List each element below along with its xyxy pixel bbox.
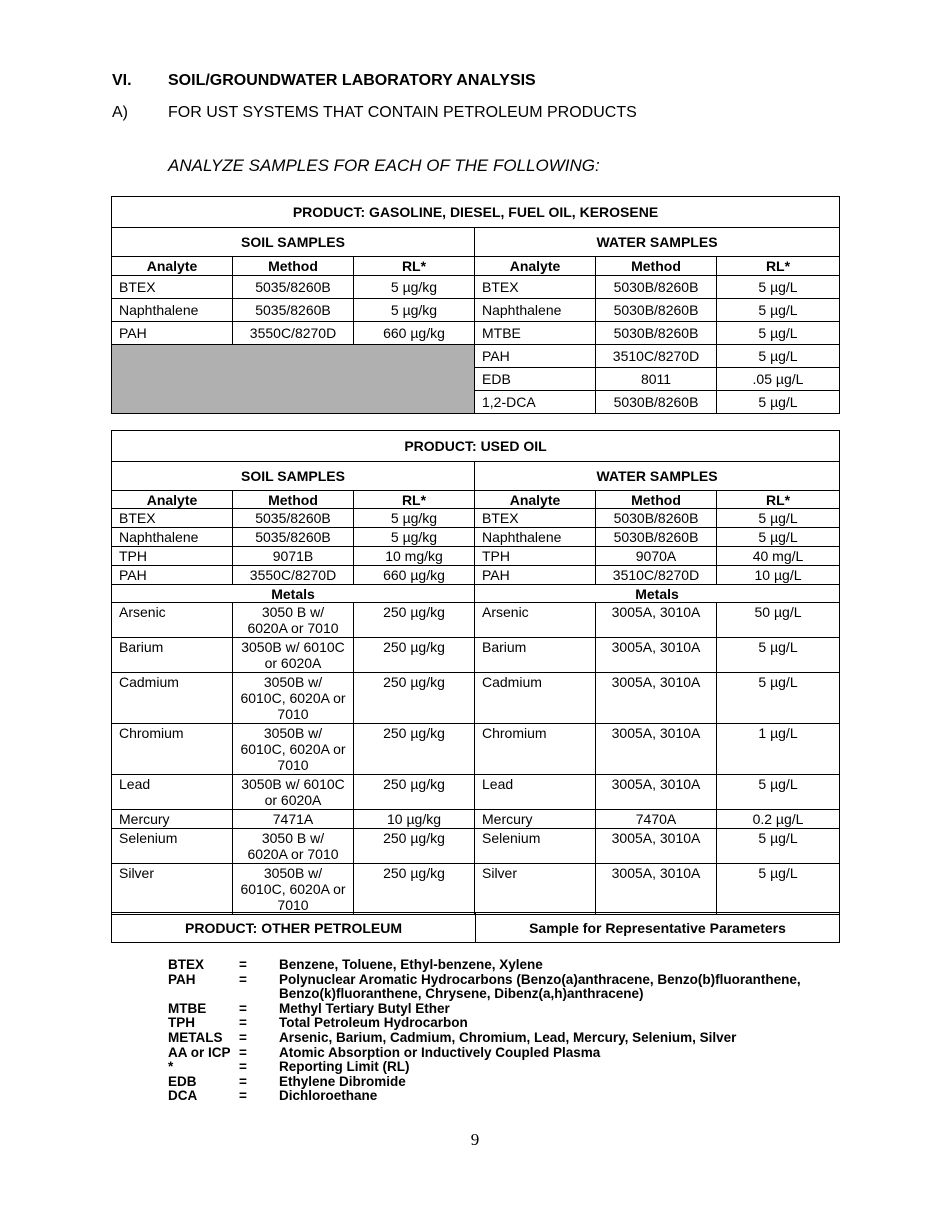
- col-method: Method: [233, 491, 354, 509]
- legend-equals: =: [239, 1044, 247, 1060]
- soil-analyte: Naphthalene: [112, 528, 233, 547]
- water-rl: 5 µg/L: [717, 276, 840, 299]
- water-method: 8011: [596, 368, 717, 391]
- soil-analyte: Silver: [112, 864, 233, 915]
- soil-method: 5035/8260B: [233, 509, 354, 528]
- col-method: Method: [596, 491, 717, 509]
- soil-analyte: BTEX: [112, 509, 233, 528]
- water-analyte: TPH: [475, 547, 596, 566]
- soil-method: 3050B w/ 6010C or 6020A: [233, 775, 354, 810]
- water-analyte: EDB: [475, 368, 596, 391]
- legend-equals: =: [239, 1088, 247, 1104]
- table-row: [112, 299, 840, 322]
- water-samples-header: WATER SAMPLES: [475, 462, 840, 491]
- soil-rl: 5 µg/kg: [354, 299, 475, 322]
- col-method: Method: [233, 257, 354, 276]
- section-title: SOIL/GROUNDWATER LABORATORY ANALYSIS: [168, 72, 536, 89]
- soil-analyte: Arsenic: [112, 603, 233, 638]
- col-rl: RL*: [717, 491, 840, 509]
- col-method: Method: [596, 257, 717, 276]
- water-method: 5030B/8260B: [596, 528, 717, 547]
- legend-definition: Polynuclear Aromatic Hydrocarbons (Benzo(a)anthracene, Benzo(b)fluoranthene, Benzo(k)fluoranthene, Chrysene, Dibenz(a,h)anthracene): [279, 971, 801, 1002]
- water-analyte: Barium: [475, 638, 596, 673]
- water-analyte: PAH: [475, 566, 596, 585]
- water-rl: 5 µg/L: [717, 638, 840, 673]
- water-rl: 5 µg/L: [717, 322, 840, 345]
- table-row: [112, 603, 840, 638]
- metals-header: Metals: [112, 585, 475, 603]
- col-analyte: Analyte: [112, 257, 233, 276]
- legend-term: MTBE: [168, 1000, 207, 1016]
- soil-rl: 250 µg/kg: [354, 638, 475, 673]
- soil-method: 5035/8260B: [233, 299, 354, 322]
- legend-equals: =: [239, 1073, 247, 1089]
- legend-definition: Methyl Tertiary Butyl Ether: [279, 1000, 450, 1016]
- col-rl: RL*: [354, 257, 475, 276]
- soil-analyte: Chromium: [112, 724, 233, 775]
- water-rl: 10 µg/L: [717, 566, 840, 585]
- table-row: [112, 724, 840, 775]
- soil-rl: 250 µg/kg: [354, 673, 475, 724]
- legend-term: *: [168, 1059, 174, 1075]
- legend-term: DCA: [168, 1088, 198, 1104]
- water-method: 5030B/8260B: [596, 276, 717, 299]
- soil-method: 3050 B w/ 6020A or 7010: [233, 603, 354, 638]
- soil-method: 3050B w/ 6010C, 6020A or 7010: [233, 673, 354, 724]
- soil-samples-header: SOIL SAMPLES: [112, 228, 475, 257]
- legend-equals: =: [239, 1015, 247, 1031]
- soil-analyte: Cadmium: [112, 673, 233, 724]
- col-rl: RL*: [717, 257, 840, 276]
- legend-term: TPH: [168, 1015, 195, 1031]
- instruction-text: ANALYZE SAMPLES FOR EACH OF THE FOLLOWING:: [168, 156, 600, 175]
- soil-rl: 250 µg/kg: [354, 724, 475, 775]
- table-row: [112, 829, 840, 864]
- metals-header: Metals: [475, 585, 840, 603]
- legend-term: BTEX: [168, 957, 205, 972]
- table-row: [112, 638, 840, 673]
- soil-method: 5035/8260B: [233, 276, 354, 299]
- water-analyte: Naphthalene: [475, 299, 596, 322]
- water-method: 5030B/8260B: [596, 299, 717, 322]
- soil-rl: 250 µg/kg: [354, 775, 475, 810]
- soil-method: 3050 B w/ 6020A or 7010: [233, 829, 354, 864]
- water-analyte: Mercury: [475, 810, 596, 829]
- soil-analyte: Selenium: [112, 829, 233, 864]
- water-rl: 5 µg/L: [717, 509, 840, 528]
- legend-term: EDB: [168, 1073, 197, 1089]
- water-method: 3510C/8270D: [596, 566, 717, 585]
- water-analyte: Silver: [475, 864, 596, 915]
- water-analyte: 1,2-DCA: [475, 391, 596, 414]
- water-method: 3005A, 3010A: [596, 775, 717, 810]
- soil-rl: 5 µg/kg: [354, 528, 475, 547]
- legend-definition: Atomic Absorption or Inductively Coupled Plasma: [279, 1044, 601, 1060]
- soil-method: 7471A: [233, 810, 354, 829]
- table-row: [112, 810, 840, 829]
- table-row: [112, 322, 840, 345]
- table-row: [112, 673, 840, 724]
- water-rl: 40 mg/L: [717, 547, 840, 566]
- shaded-empty-cell: [112, 345, 475, 414]
- gasoline-table: [111, 196, 840, 414]
- table-row: [112, 528, 840, 547]
- soil-rl: 250 µg/kg: [354, 864, 475, 915]
- water-rl: 5 µg/L: [717, 299, 840, 322]
- used-oil-table: [111, 430, 840, 915]
- soil-method: 3050B w/ 6010C, 6020A or 7010: [233, 864, 354, 915]
- table-row: [112, 864, 840, 915]
- legend-definition: Reporting Limit (RL): [279, 1059, 410, 1075]
- col-analyte: Analyte: [475, 491, 596, 509]
- other-petroleum-table: [111, 912, 840, 943]
- legend-equals: =: [239, 1029, 247, 1045]
- table-row: [112, 566, 840, 585]
- water-rl: 1 µg/L: [717, 724, 840, 775]
- water-analyte: Selenium: [475, 829, 596, 864]
- water-analyte: Lead: [475, 775, 596, 810]
- legend-equals: =: [239, 1059, 247, 1075]
- legend-equals: =: [239, 957, 247, 972]
- other-petroleum-label: PRODUCT: OTHER PETROLEUM: [112, 913, 476, 943]
- table-row: [112, 775, 840, 810]
- col-analyte: Analyte: [112, 491, 233, 509]
- legend-equals: =: [239, 971, 247, 987]
- legend-definition: Benzene, Toluene, Ethyl-benzene, Xylene: [279, 957, 543, 972]
- water-method: 3005A, 3010A: [596, 724, 717, 775]
- water-method: 5030B/8260B: [596, 509, 717, 528]
- soil-method: 9071B: [233, 547, 354, 566]
- legend-definition: Arsenic, Barium, Cadmium, Chromium, Lead, Mercury, Selenium, Silver: [279, 1029, 737, 1045]
- water-rl: 5 µg/L: [717, 775, 840, 810]
- water-analyte: BTEX: [475, 276, 596, 299]
- soil-analyte: Lead: [112, 775, 233, 810]
- soil-analyte: PAH: [112, 566, 233, 585]
- page-number: 9: [470, 1130, 480, 1149]
- soil-analyte: Barium: [112, 638, 233, 673]
- soil-rl: 5 µg/kg: [354, 509, 475, 528]
- water-rl: 5 µg/L: [717, 528, 840, 547]
- soil-method: 3050B w/ 6010C, 6020A or 7010: [233, 724, 354, 775]
- soil-rl: 250 µg/kg: [354, 603, 475, 638]
- soil-analyte: Mercury: [112, 810, 233, 829]
- water-method: 3510C/8270D: [596, 345, 717, 368]
- water-analyte: Naphthalene: [475, 528, 596, 547]
- water-method: 3005A, 3010A: [596, 603, 717, 638]
- water-method: 5030B/8260B: [596, 322, 717, 345]
- legend-definition: Ethylene Dibromide: [279, 1073, 406, 1089]
- legend-definition: Total Petroleum Hydrocarbon: [279, 1015, 468, 1031]
- water-samples-header: WATER SAMPLES: [475, 228, 840, 257]
- legend-term: PAH: [168, 971, 196, 987]
- soil-rl: 10 mg/kg: [354, 547, 475, 566]
- soil-rl: 250 µg/kg: [354, 829, 475, 864]
- table-title: PRODUCT: GASOLINE, DIESEL, FUEL OIL, KEROSENE: [112, 197, 840, 228]
- subsection-title: FOR UST SYSTEMS THAT CONTAIN PETROLEUM PRODUCTS: [168, 104, 637, 121]
- water-analyte: BTEX: [475, 509, 596, 528]
- section-number: VI.: [112, 72, 132, 89]
- col-rl: RL*: [354, 491, 475, 509]
- water-method: 3005A, 3010A: [596, 638, 717, 673]
- soil-method: 3550C/8270D: [233, 566, 354, 585]
- legend-definition: Dichloroethane: [279, 1088, 378, 1104]
- table-row: [112, 547, 840, 566]
- water-method: 7470A: [596, 810, 717, 829]
- soil-rl: 10 µg/kg: [354, 810, 475, 829]
- soil-samples-header: SOIL SAMPLES: [112, 462, 475, 491]
- water-rl: .05 µg/L: [717, 368, 840, 391]
- water-analyte: MTBE: [475, 322, 596, 345]
- soil-analyte: BTEX: [112, 276, 233, 299]
- water-method: 9070A: [596, 547, 717, 566]
- water-rl: 5 µg/L: [717, 673, 840, 724]
- table-row: [112, 345, 840, 368]
- water-analyte: PAH: [475, 345, 596, 368]
- soil-analyte: PAH: [112, 322, 233, 345]
- water-rl: 5 µg/L: [717, 345, 840, 368]
- water-rl: 5 µg/L: [717, 829, 840, 864]
- legend-term: AA or ICP: [168, 1044, 231, 1060]
- table-row: [112, 276, 840, 299]
- water-analyte: Chromium: [475, 724, 596, 775]
- soil-method: 5035/8260B: [233, 528, 354, 547]
- soil-method: 3550C/8270D: [233, 322, 354, 345]
- legend-term: METALS: [168, 1029, 223, 1045]
- water-method: 3005A, 3010A: [596, 864, 717, 915]
- soil-method: 3050B w/ 6010C or 6020A: [233, 638, 354, 673]
- soil-rl: 660 µg/kg: [354, 566, 475, 585]
- table-title: PRODUCT: USED OIL: [112, 431, 840, 462]
- soil-analyte: Naphthalene: [112, 299, 233, 322]
- water-method: 3005A, 3010A: [596, 673, 717, 724]
- soil-analyte: TPH: [112, 547, 233, 566]
- table-row: [112, 509, 840, 528]
- representative-parameters-label: Sample for Representative Parameters: [476, 913, 840, 943]
- water-analyte: Cadmium: [475, 673, 596, 724]
- water-analyte: Arsenic: [475, 603, 596, 638]
- soil-rl: 660 µg/kg: [354, 322, 475, 345]
- col-analyte: Analyte: [475, 257, 596, 276]
- water-rl: 5 µg/L: [717, 864, 840, 915]
- water-rl: 0.2 µg/L: [717, 810, 840, 829]
- legend-equals: =: [239, 1000, 247, 1016]
- soil-rl: 5 µg/kg: [354, 276, 475, 299]
- subsection-number: A): [112, 104, 128, 121]
- water-method: 5030B/8260B: [596, 391, 717, 414]
- water-method: 3005A, 3010A: [596, 829, 717, 864]
- water-rl: 5 µg/L: [717, 391, 840, 414]
- water-rl: 50 µg/L: [717, 603, 840, 638]
